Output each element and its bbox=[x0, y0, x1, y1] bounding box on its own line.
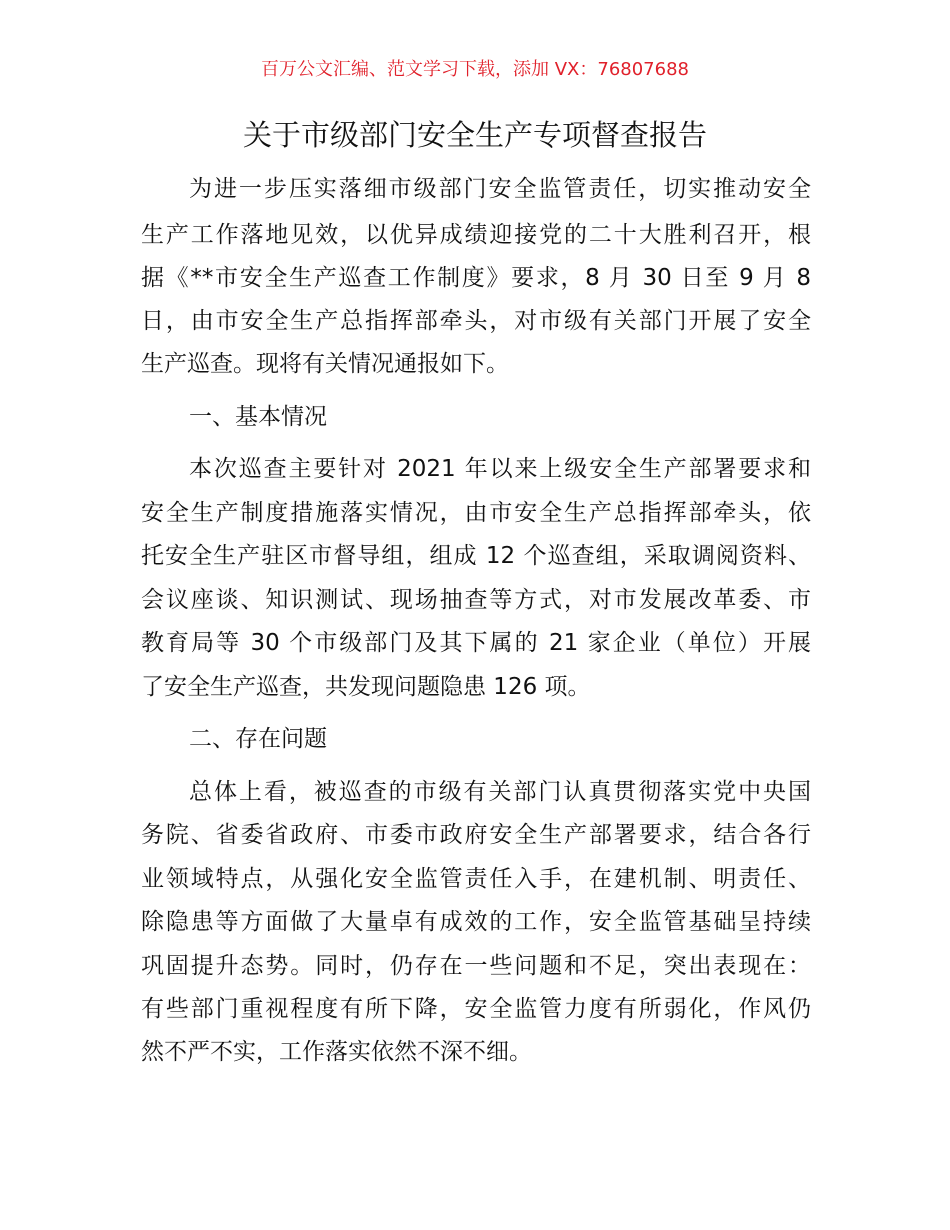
document-title: 关于市级部门安全生产专项督查报告 bbox=[242, 118, 707, 152]
watermark-banner: 百万公文汇编、范文学习下载，添加 VX：76807688 bbox=[261, 59, 689, 80]
text-line: 教育局等 30 个市级部门及其下属的 21 家企业（单位）开展 bbox=[141, 630, 811, 656]
text-line: 安全生产制度措施落实情况，由市安全生产总指挥部牵头，依 bbox=[141, 500, 811, 526]
text-line: 据《**市安全生产巡查工作制度》要求，8 月 30 日至 9 月 8 bbox=[141, 265, 811, 291]
text-line: 了安全生产巡查，共发现问题隐患 126 项。 bbox=[141, 674, 591, 700]
text-line: 托安全生产驻区市督导组，组成 12 个巡查组，采取调阅资料、 bbox=[141, 543, 811, 569]
text-line: 除隐患等方面做了大量卓有成效的工作，安全监管基础呈持续 bbox=[141, 909, 811, 935]
text-line: 为进一步压实落细市级部门安全监管责任，切实推动安全 bbox=[189, 176, 811, 202]
text-line: 生产巡查。现将有关情况通报如下。 bbox=[141, 351, 509, 377]
text-line: 本次巡查主要针对 2021 年以来上级安全生产部署要求和 bbox=[189, 456, 811, 482]
text-line: 巩固提升态势。同时，仍存在一些问题和不足，突出表现在： bbox=[141, 953, 811, 979]
text-line: 务院、省委省政府、市委市政府安全生产部署要求，结合各行 bbox=[141, 822, 811, 848]
text-line: 业领域特点，从强化安全监管责任入手，在建机制、明责任、 bbox=[141, 866, 811, 892]
text-line: 有些部门重视程度有所下降，安全监管力度有所弱化，作风仍 bbox=[141, 996, 811, 1022]
text-line: 总体上看，被巡查的市级有关部门认真贯彻落实党中央国 bbox=[189, 779, 811, 805]
text-line: 日，由市安全生产总指挥部牵头，对市级有关部门开展了安全 bbox=[141, 308, 811, 334]
section-heading-problems: 二、存在问题 bbox=[189, 726, 327, 752]
section-heading-basic: 一、基本情况 bbox=[189, 404, 327, 430]
text-line: 会议座谈、知识测试、现场抽查等方式，对市发展改革委、市 bbox=[141, 587, 811, 613]
text-line: 然不严不实，工作落实依然不深不细。 bbox=[141, 1039, 532, 1065]
text-line: 生产工作落地见效，以优异成绩迎接党的二十大胜利召开，根 bbox=[141, 222, 811, 248]
